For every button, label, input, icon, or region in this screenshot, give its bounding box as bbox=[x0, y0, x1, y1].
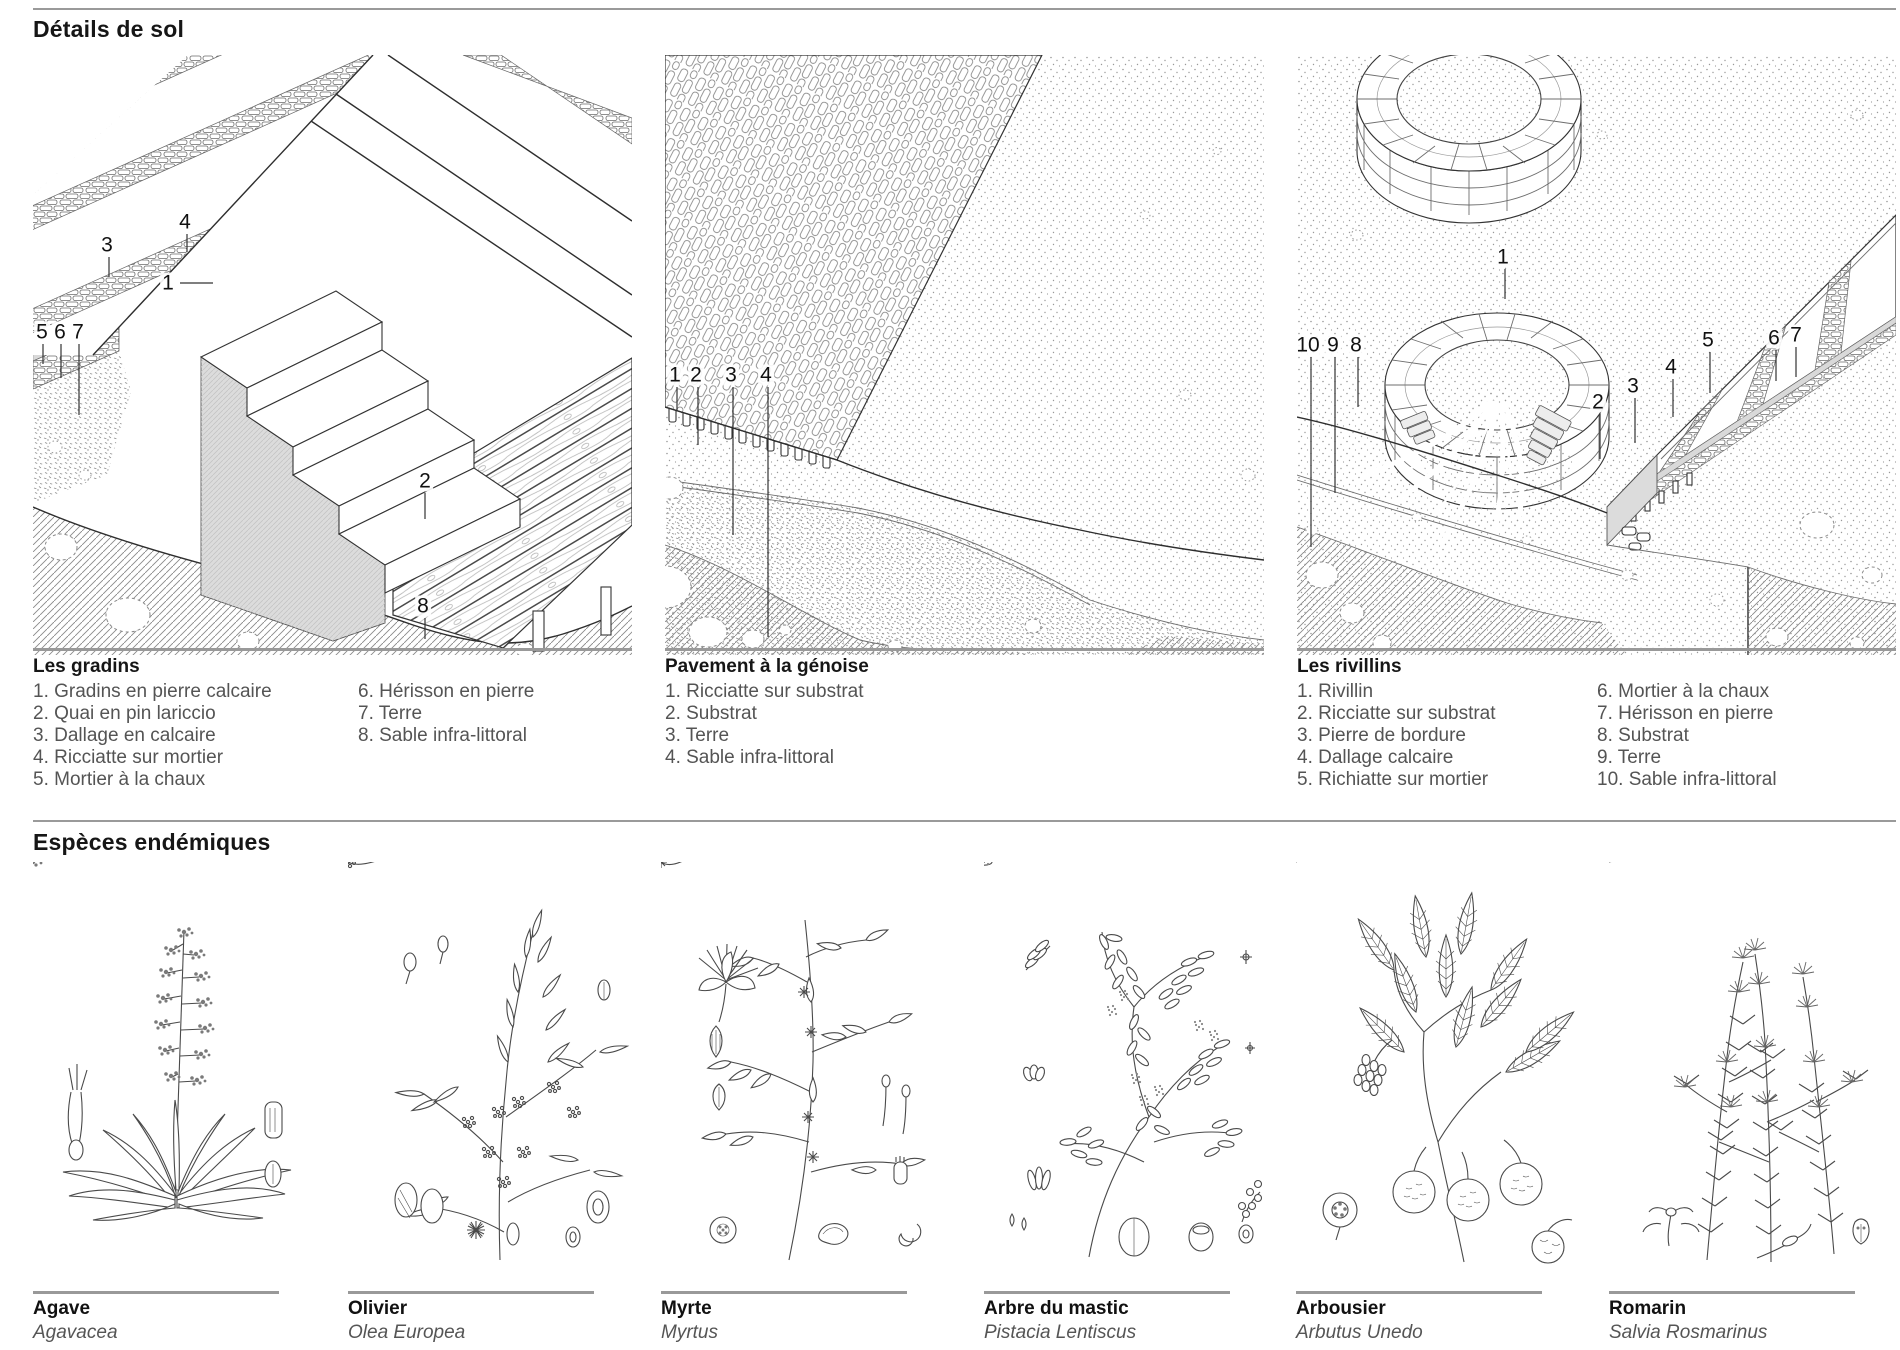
callout-1: 1 bbox=[162, 271, 174, 295]
species-latin: Salvia Rosmarinus bbox=[1609, 1322, 1768, 1343]
species-myrte bbox=[661, 862, 951, 1342]
legend-item: 9. Terre bbox=[1597, 747, 1662, 768]
romarin-calyx-detail bbox=[1853, 1219, 1869, 1244]
legend-item: 8. Sable infra-littoral bbox=[358, 725, 527, 746]
romarin-flower-detail bbox=[1643, 1208, 1699, 1246]
callout-5: 5 bbox=[1702, 328, 1714, 352]
agave-seed-details bbox=[265, 1102, 282, 1187]
legend-item: 2. Quai en pin lariccio bbox=[33, 703, 216, 724]
legend-item: 8. Substrat bbox=[1597, 725, 1689, 746]
species-label-rule bbox=[1296, 1291, 1542, 1294]
agave-illustration bbox=[33, 862, 323, 1282]
romarin-bud-detail bbox=[1757, 1224, 1811, 1258]
arbousier-flower-cluster bbox=[1354, 1040, 1392, 1096]
legend-item: 6. Mortier à la chaux bbox=[1597, 681, 1770, 702]
species-latin: Agavacea bbox=[33, 1322, 118, 1343]
callout-5: 5 bbox=[36, 320, 48, 344]
legend-item: 3. Terre bbox=[665, 725, 730, 746]
callout-6: 6 bbox=[1768, 326, 1780, 350]
callout-9: 9 bbox=[1327, 333, 1339, 357]
callout-2: 2 bbox=[1592, 390, 1604, 414]
olivier-illustration bbox=[348, 862, 638, 1282]
callout-10: 10 bbox=[1296, 333, 1320, 357]
species-arbre-du-mastic bbox=[984, 862, 1274, 1342]
callout-4: 4 bbox=[179, 210, 191, 234]
callout-6: 6 bbox=[54, 320, 66, 344]
legend-item: 6. Hérisson en pierre bbox=[358, 681, 535, 702]
callout-4: 4 bbox=[1665, 355, 1677, 379]
rivillins-drawing bbox=[1297, 55, 1896, 655]
species-label-rule bbox=[33, 1291, 279, 1294]
species-latin: Myrtus bbox=[661, 1322, 718, 1343]
species-label-rule bbox=[661, 1291, 907, 1294]
callout-3: 3 bbox=[725, 363, 737, 387]
legend-item: 5. Richiatte sur mortier bbox=[1297, 769, 1489, 790]
species-latin: Arbutus Unedo bbox=[1296, 1322, 1423, 1343]
deck-post bbox=[533, 611, 544, 651]
legend-item: 2. Ricciatte sur substrat bbox=[1297, 703, 1496, 724]
species-label-rule bbox=[348, 1291, 594, 1294]
agave-flower-detail bbox=[68, 1064, 87, 1160]
legend-item: 1. Rivillin bbox=[1297, 681, 1374, 702]
pavement-drawing bbox=[665, 55, 1264, 655]
legend-item: 2. Substrat bbox=[665, 703, 757, 724]
callout-8: 8 bbox=[417, 594, 429, 618]
arbousier-illustration bbox=[1296, 862, 1586, 1282]
legend-item: 3. Dallage en calcaire bbox=[33, 725, 216, 746]
species-agave bbox=[33, 862, 323, 1342]
myrte-flower-detail bbox=[699, 944, 758, 1022]
legend-pavement bbox=[665, 648, 1264, 768]
legend-item: 5. Mortier à la chaux bbox=[33, 769, 206, 790]
panel-les-rivillins bbox=[1297, 55, 1896, 655]
panel-les-gradins bbox=[33, 55, 632, 655]
mastic-seed-details bbox=[1119, 1218, 1253, 1256]
mastic-right-details bbox=[1239, 950, 1262, 1222]
myrte-fruit-details bbox=[710, 1217, 921, 1246]
legend-rule bbox=[665, 648, 1264, 651]
callout-2: 2 bbox=[690, 363, 702, 387]
callout-8: 8 bbox=[1350, 333, 1362, 357]
callout-3: 3 bbox=[101, 233, 113, 257]
legend-les-gradins bbox=[33, 648, 632, 790]
agave-rosette bbox=[63, 1100, 291, 1220]
species-arbousier bbox=[1296, 862, 1586, 1342]
romarin-illustration bbox=[1609, 862, 1899, 1282]
callout-1: 1 bbox=[1497, 245, 1509, 269]
callout-7: 7 bbox=[1790, 323, 1802, 347]
species-name: Arbousier bbox=[1296, 1298, 1386, 1319]
legend-title: Les rivillins bbox=[1297, 656, 1402, 677]
legend-item: 3. Pierre de bordure bbox=[1297, 725, 1466, 746]
deck-post bbox=[601, 587, 611, 635]
legend-item: 4. Dallage calcaire bbox=[1297, 747, 1454, 768]
species-label-rule bbox=[1609, 1291, 1855, 1294]
species-name: Arbre du mastic bbox=[984, 1298, 1129, 1319]
species-name: Romarin bbox=[1609, 1298, 1687, 1319]
gradins-drawing bbox=[33, 55, 632, 655]
callout-2: 2 bbox=[419, 469, 431, 493]
panel-pavement-genoise bbox=[665, 55, 1264, 655]
legend-item: 7. Terre bbox=[358, 703, 423, 724]
legend-item: 10. Sable infra-littoral bbox=[1597, 769, 1777, 790]
legend-rule bbox=[33, 648, 632, 651]
callout-1: 1 bbox=[669, 363, 681, 387]
legend-item: 1. Ricciatte sur substrat bbox=[665, 681, 864, 702]
species-romarin bbox=[1609, 862, 1899, 1342]
legend-item: 1. Gradins en pierre calcaire bbox=[33, 681, 272, 702]
species-label-rule bbox=[984, 1291, 1230, 1294]
legend-item: 7. Hérisson en pierre bbox=[1597, 703, 1774, 724]
callout-7: 7 bbox=[72, 320, 84, 344]
species-name: Olivier bbox=[348, 1298, 408, 1319]
species-latin: Pistacia Lentiscus bbox=[984, 1322, 1137, 1343]
species-latin: Olea Europea bbox=[348, 1322, 466, 1343]
legend-rule bbox=[1297, 648, 1896, 651]
species-rule bbox=[33, 820, 1896, 822]
arbousier-fruit-detail bbox=[1532, 1219, 1572, 1263]
olivier-fruit-details bbox=[395, 1183, 609, 1247]
arbousier-fruits bbox=[1393, 1140, 1542, 1221]
myrte-stamen-details bbox=[882, 1075, 910, 1184]
mastic-illustration bbox=[984, 862, 1274, 1282]
species-name: Agave bbox=[33, 1298, 91, 1319]
species-name: Myrte bbox=[661, 1298, 712, 1319]
legend-item: 4. Sable infra-littoral bbox=[665, 747, 834, 768]
species-olivier bbox=[348, 862, 638, 1342]
mastic-left-details bbox=[1010, 938, 1052, 1230]
legend-item: 4. Ricciatte sur mortier bbox=[33, 747, 224, 768]
arbousier-section-detail bbox=[1323, 1193, 1357, 1240]
top-rule bbox=[33, 8, 1896, 10]
myrte-illustration bbox=[661, 862, 951, 1282]
rivillin-full bbox=[1357, 55, 1581, 223]
legend-title: Pavement à la génoise bbox=[665, 656, 869, 677]
callout-3: 3 bbox=[1627, 374, 1639, 398]
species-section-title: Espèces endémiques bbox=[33, 829, 271, 855]
legend-rivillins bbox=[1297, 648, 1896, 790]
callout-4: 4 bbox=[760, 363, 772, 387]
olivier-bud-details bbox=[404, 936, 610, 1000]
legend-title: Les gradins bbox=[33, 656, 140, 677]
soil-section-title: Détails de sol bbox=[33, 16, 185, 42]
